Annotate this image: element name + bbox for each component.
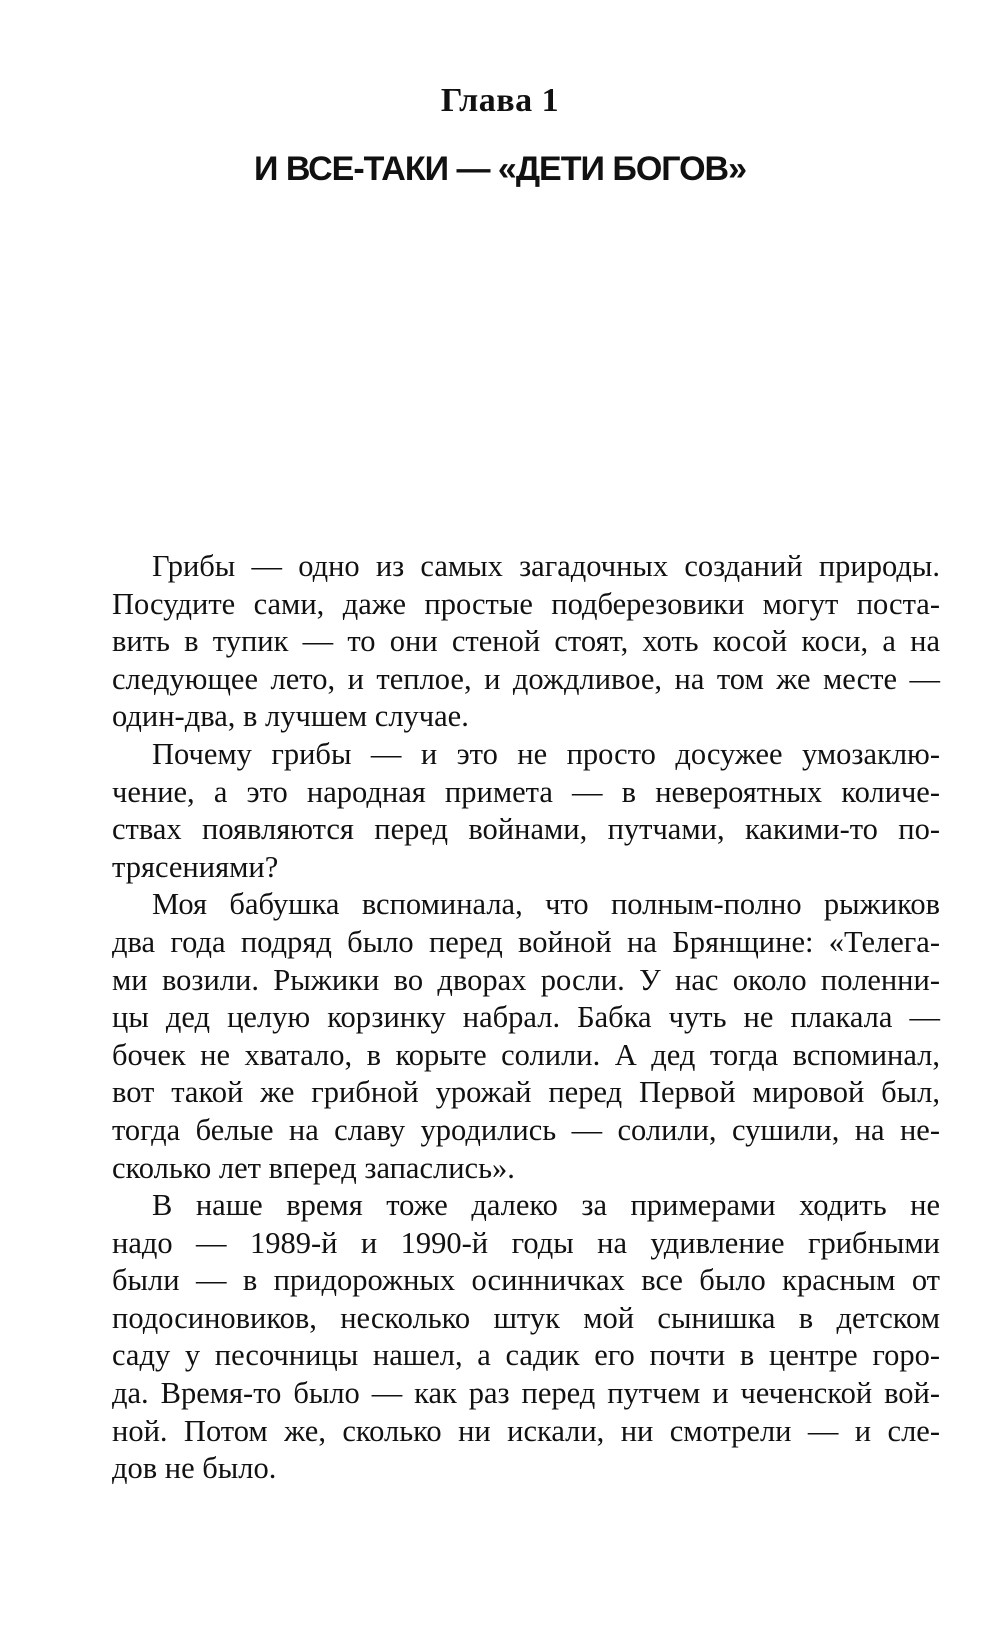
text-line: подосиновиков, несколько штук мой сынишка в детском — [112, 1300, 940, 1335]
text-line: следующее лето, и теплое, и дождливое, на том же месте — — [112, 661, 940, 696]
text-line: Посудите сами, даже простые подберезовики могут поста- — [112, 586, 940, 621]
text-line: Почему грибы — и это не просто досужее умозаклю- — [152, 736, 940, 771]
text-line: Моя бабушка вспоминала, что полным-полно рыжиков — [152, 887, 940, 922]
paragraph — [112, 736, 940, 886]
body-text — [112, 548, 940, 1488]
text-line: трясениями? — [112, 849, 279, 884]
paragraph — [112, 886, 940, 1187]
text-line: саду у песочницы нашел, а садик его почти в центре горо- — [112, 1338, 940, 1373]
paragraph — [112, 548, 940, 736]
paragraph — [112, 1187, 940, 1488]
text-line: вот такой же грибной урожай перед Первой мировой был, — [112, 1075, 940, 1110]
text-line: бочек не хватало, в корыте солили. А дед тогда вспоминал, — [112, 1037, 940, 1072]
text-line: Грибы — одно из самых загадочных созданий природы. — [152, 549, 940, 583]
chapter-title: И ВСЕ-ТАКИ — «ДЕТИ БОГОВ» — [253, 150, 747, 188]
text-line: чение, а это народная примета — в невероятных количе- — [112, 774, 940, 809]
text-line: ми возили. Рыжики во дворах росли. У нас около поленни- — [112, 962, 940, 997]
text-line: ной. Потом же, сколько ни искали, ни смотрели — и сле- — [112, 1413, 940, 1448]
text-line: тогда белые на славу уродились — солили, сушили, на не- — [112, 1112, 940, 1147]
text-line: В наше время тоже далеко за примерами ходить не — [152, 1188, 940, 1223]
text-line: вить в тупик — то они стеной стоят, хоть косой коси, а на — [112, 624, 940, 659]
text-line: ствах появляются перед войнами, путчами, какими-то по- — [112, 812, 940, 847]
text-line: один-два, в лучшем случае. — [112, 699, 469, 734]
chapter-number: Глава 1 — [440, 82, 560, 119]
text-line: сколько лет вперед запаслись». — [112, 1150, 515, 1185]
text-line: дов не было. — [112, 1451, 277, 1486]
text-line: надо — 1989-й и 1990-й годы на удивление грибными — [112, 1225, 940, 1260]
text-line: были — в придорожных осинничках все было красным от — [112, 1263, 940, 1298]
text-line: цы дед целую корзинку набрал. Бабка чуть не плакала — — [112, 1000, 940, 1035]
text-line: два года подряд было перед войной на Брянщине: «Телега- — [112, 924, 940, 959]
text-line: да. Время-то было — как раз перед путчем и чеченской вой- — [112, 1376, 940, 1411]
